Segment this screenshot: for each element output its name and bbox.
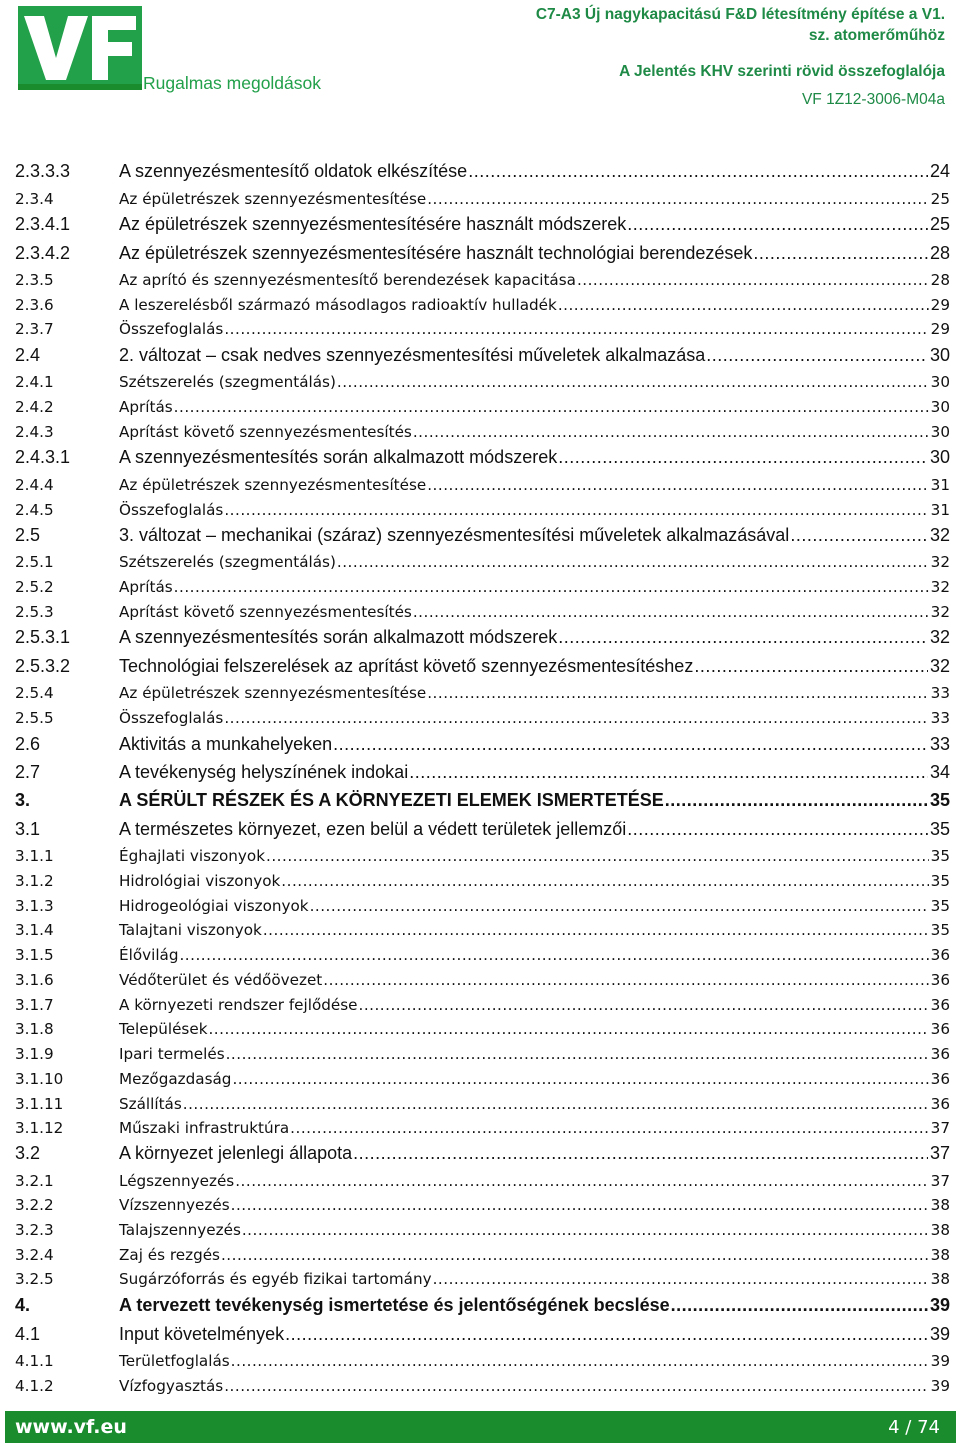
toc-entry-title: Aprítást követő szennyezésmentesítés bbox=[119, 603, 412, 621]
toc-entry[interactable] bbox=[15, 1143, 950, 1164]
toc-entry-number: 3.1.6 bbox=[15, 971, 54, 989]
toc-entry-title: Zaj és rezgés bbox=[119, 1246, 220, 1264]
toc-entry-title: Ipari termelés bbox=[119, 1045, 225, 1063]
toc-entry-page: 34 bbox=[929, 762, 950, 782]
toc-entry-number: 3.2.5 bbox=[15, 1270, 54, 1288]
toc-dot-leader bbox=[224, 1377, 928, 1395]
toc-entry[interactable] bbox=[15, 1070, 950, 1088]
toc-entry[interactable] bbox=[15, 790, 950, 811]
toc-dot-leader bbox=[266, 847, 929, 865]
toc-entry[interactable] bbox=[15, 161, 950, 182]
toc-entry-number: 2.5 bbox=[15, 525, 41, 545]
toc-entry[interactable] bbox=[15, 971, 950, 989]
toc-dot-leader bbox=[224, 320, 928, 338]
toc-dot-leader bbox=[179, 946, 928, 964]
toc-dot-leader bbox=[627, 214, 928, 235]
toc-entry[interactable] bbox=[15, 345, 950, 366]
toc-entry-title: Talajtani viszonyok bbox=[119, 921, 262, 939]
toc-entry-title: Települések bbox=[119, 1020, 208, 1038]
toc-entry-page: 30 bbox=[929, 447, 950, 467]
toc-entry-title: A szennyezésmentesítő oldatok elkészítése bbox=[119, 161, 468, 181]
toc-entry-title: Aprítás bbox=[119, 398, 173, 416]
toc-entry-page: 38 bbox=[930, 1221, 950, 1239]
toc-entry-title: Technológiai felszerelések az aprítást követő szennyezésmentesítéshez bbox=[119, 656, 694, 676]
toc-entry-page: 37 bbox=[930, 1119, 950, 1137]
toc-entry-number: 3.1.7 bbox=[15, 996, 54, 1014]
toc-entry-title: 3. változat – mechanikai (száraz) szennyezésmentesítési műveletek alkalmazásával bbox=[119, 525, 790, 545]
toc-dot-leader bbox=[232, 1070, 928, 1088]
toc-dot-leader bbox=[290, 1119, 929, 1137]
toc-entry-title: Aprítást követő szennyezésmentesítés bbox=[119, 423, 412, 441]
toc-dot-leader bbox=[224, 501, 928, 519]
toc-entry-page: 36 bbox=[930, 1070, 950, 1088]
toc-dot-leader bbox=[231, 1196, 929, 1214]
toc-entry-title: A SÉRÜLT RÉSZEK ÉS A KÖRNYEZETI ELEMEK ISMERTETÉSE bbox=[119, 790, 664, 810]
toc-entry-page: 28 bbox=[930, 271, 950, 289]
toc-entry-page: 29 bbox=[930, 296, 950, 314]
toc-entry-page: 32 bbox=[930, 553, 950, 571]
toc-entry[interactable] bbox=[15, 734, 950, 755]
toc-entry[interactable] bbox=[15, 214, 950, 235]
toc-entry-number: 3.2.2 bbox=[15, 1196, 54, 1214]
toc-entry-page: 25 bbox=[929, 214, 950, 234]
toc-dot-leader bbox=[333, 734, 928, 755]
toc-entry-number: 4.1.1 bbox=[15, 1352, 54, 1370]
toc-entry-number: 2.5.2 bbox=[15, 578, 54, 596]
toc-entry-title: Az épületrészek szennyezésmentesítése bbox=[119, 190, 427, 208]
toc-entry-number: 2.5.3 bbox=[15, 603, 54, 621]
toc-entry-page: 25 bbox=[930, 190, 950, 208]
toc-entry[interactable] bbox=[15, 946, 950, 964]
vf-logo bbox=[18, 6, 142, 90]
toc-entry-page: 38 bbox=[930, 1196, 950, 1214]
toc-entry-title: A tevékenység helyszínének indokai bbox=[119, 762, 409, 782]
toc-entry-number: 3.1.2 bbox=[15, 872, 54, 890]
toc-dot-leader bbox=[427, 476, 928, 494]
toc-entry-page: 35 bbox=[929, 790, 950, 810]
toc-entry[interactable] bbox=[15, 603, 950, 621]
footer-website-link[interactable]: www.vf.eu bbox=[15, 1416, 127, 1438]
toc-entry-number: 2.4 bbox=[15, 345, 41, 365]
toc-entry[interactable] bbox=[15, 1221, 950, 1239]
toc-entry-page: 37 bbox=[930, 1172, 950, 1190]
toc-dot-leader bbox=[226, 1045, 929, 1063]
toc-dot-leader bbox=[753, 243, 928, 264]
toc-entry-title: Az épületrészek szennyezésmentesítésére használt technológiai berendezések bbox=[119, 243, 753, 263]
toc-entry[interactable] bbox=[15, 1172, 950, 1190]
toc-entry-number: 2.5.5 bbox=[15, 709, 54, 727]
toc-entry-page: 36 bbox=[930, 1095, 950, 1113]
toc-entry-title: Az épületrészek szennyezésmentesítése bbox=[119, 684, 427, 702]
toc-entry-number: 2.5.3.2 bbox=[15, 656, 71, 676]
toc-entry-title: A szennyezésmentesítés során alkalmazott módszerek bbox=[119, 627, 558, 647]
toc-entry[interactable] bbox=[15, 1270, 950, 1288]
toc-entry-page: 39 bbox=[929, 1324, 950, 1344]
toc-entry[interactable] bbox=[15, 709, 950, 727]
toc-entry[interactable] bbox=[15, 243, 950, 264]
toc-entry[interactable] bbox=[15, 847, 950, 865]
toc-dot-leader bbox=[235, 1172, 928, 1190]
toc-entry-title: Összefoglalás bbox=[119, 709, 224, 727]
toc-entry-title: Mezőgazdaság bbox=[119, 1070, 232, 1088]
toc-dot-leader bbox=[174, 578, 929, 596]
toc-dot-leader bbox=[224, 709, 928, 727]
page-header bbox=[0, 0, 960, 140]
toc-entry-number: 3.2.4 bbox=[15, 1246, 54, 1264]
company-tagline: Rugalmas megoldások bbox=[143, 73, 322, 93]
toc-entry-number: 3.1.12 bbox=[15, 1119, 64, 1137]
toc-entry[interactable] bbox=[15, 447, 950, 468]
toc-entry[interactable] bbox=[15, 1352, 950, 1370]
toc-entry-page: 36 bbox=[930, 996, 950, 1014]
toc-entry-page: 38 bbox=[930, 1246, 950, 1264]
toc-entry-page: 37 bbox=[929, 1143, 950, 1163]
toc-entry-number: 2.3.5 bbox=[15, 271, 54, 289]
document-code: VF 1Z12-3006-M04a bbox=[801, 91, 945, 108]
toc-entry-page: 36 bbox=[930, 971, 950, 989]
toc-entry-number: 2.4.1 bbox=[15, 373, 54, 391]
toc-entry-title: Az aprító és szennyezésmentesítő berendezések kapacitása bbox=[119, 271, 576, 289]
toc-entry-number: 3.1.10 bbox=[15, 1070, 64, 1088]
toc-entry-title: A természetes környezet, ezen belül a védett területek jellemzői bbox=[119, 819, 627, 839]
toc-entry-title: A szennyezésmentesítés során alkalmazott módszerek bbox=[119, 447, 558, 467]
toc-entry[interactable] bbox=[15, 423, 950, 441]
toc-entry-title: Éghajlati viszonyok bbox=[119, 847, 266, 865]
toc-entry[interactable] bbox=[15, 872, 950, 890]
toc-entry-title: Hidrológiai viszonyok bbox=[119, 872, 281, 890]
toc-entry-title: Összefoglalás bbox=[119, 320, 224, 338]
toc-dot-leader bbox=[359, 996, 929, 1014]
toc-entry-title: A környezet jelenlegi állapota bbox=[119, 1143, 353, 1163]
toc-entry[interactable] bbox=[15, 762, 950, 783]
toc-entry[interactable] bbox=[15, 921, 950, 939]
toc-entry[interactable] bbox=[15, 320, 950, 338]
toc-entry-title: A környezeti rendszer fejlődése bbox=[119, 996, 358, 1014]
toc-entry-page: 30 bbox=[930, 398, 950, 416]
toc-entry-title: 2. változat – csak nedves szennyezésmentesítési műveletek alkalmazása bbox=[119, 345, 706, 365]
toc-entry-page: 32 bbox=[929, 627, 950, 647]
toc-entry-title: Talajszennyezés bbox=[119, 1221, 241, 1239]
toc-entry-page: 30 bbox=[929, 345, 950, 365]
toc-entry-title: Légszennyezés bbox=[119, 1172, 235, 1190]
toc-entry-number: 2.3.3.3 bbox=[15, 161, 71, 181]
toc-entry-number: 4. bbox=[15, 1295, 31, 1315]
toc-entry-number: 3.2.3 bbox=[15, 1221, 54, 1239]
toc-dot-leader bbox=[790, 525, 928, 546]
toc-entry-number: 3.2.1 bbox=[15, 1172, 54, 1190]
toc-dot-leader bbox=[409, 762, 928, 783]
toc-dot-leader bbox=[281, 872, 928, 890]
toc-entry[interactable] bbox=[15, 553, 950, 571]
toc-dot-leader bbox=[627, 819, 928, 840]
toc-entry-number: 2.5.3.1 bbox=[15, 627, 71, 647]
toc-dot-leader bbox=[285, 1324, 928, 1345]
toc-entry-title: Input követelmények bbox=[119, 1324, 285, 1344]
toc-entry-title: Vízfogyasztás bbox=[119, 1377, 224, 1395]
toc-entry-number: 3.1.3 bbox=[15, 897, 54, 915]
toc-entry[interactable] bbox=[15, 819, 950, 840]
toc-entry-title: A leszerelésből származó másodlagos radioaktív hulladék bbox=[119, 296, 557, 314]
toc-entry[interactable] bbox=[15, 656, 950, 677]
toc-dot-leader bbox=[577, 271, 929, 289]
toc-entry-number: 4.1.2 bbox=[15, 1377, 54, 1395]
document-title-line2: sz. atomerőműhöz bbox=[808, 27, 945, 44]
toc-entry-page: 36 bbox=[930, 1020, 950, 1038]
toc-entry-title: Összefoglalás bbox=[119, 501, 224, 519]
toc-entry-title: Az épületrészek szennyezésmentesítése bbox=[119, 476, 427, 494]
toc-entry-page: 39 bbox=[930, 1377, 950, 1395]
toc-entry-number: 2.7 bbox=[15, 762, 41, 782]
toc-dot-leader bbox=[323, 971, 928, 989]
toc-entry-page: 36 bbox=[930, 946, 950, 964]
toc-entry-page: 39 bbox=[930, 1352, 950, 1370]
toc-entry-page: 30 bbox=[930, 423, 950, 441]
toc-entry-number: 2.5.4 bbox=[15, 684, 54, 702]
toc-entry-page: 33 bbox=[929, 734, 950, 754]
toc-dot-leader bbox=[558, 627, 928, 648]
toc-entry-title: A tervezett tevékenység ismertetése és jelentőségének becslése bbox=[119, 1295, 670, 1315]
toc-entry-number: 2.3.7 bbox=[15, 320, 54, 338]
toc-dot-leader bbox=[694, 656, 928, 677]
toc-entry-number: 2.4.4 bbox=[15, 476, 54, 494]
toc-entry[interactable] bbox=[15, 525, 950, 546]
toc-dot-leader bbox=[665, 790, 928, 811]
toc-dot-leader bbox=[231, 1352, 929, 1370]
toc-dot-leader bbox=[208, 1020, 928, 1038]
toc-dot-leader bbox=[427, 684, 928, 702]
toc-entry[interactable] bbox=[15, 296, 950, 314]
toc-entry-number: 2.4.3.1 bbox=[15, 447, 71, 467]
toc-dot-leader bbox=[706, 345, 928, 366]
toc-entry[interactable] bbox=[15, 476, 950, 494]
toc-entry[interactable] bbox=[15, 1045, 950, 1063]
toc-entry[interactable] bbox=[15, 501, 950, 519]
toc-entry-number: 3.1.8 bbox=[15, 1020, 54, 1038]
toc-entry-page: 35 bbox=[930, 897, 950, 915]
toc-entry[interactable] bbox=[15, 996, 950, 1014]
toc-entry-title: Sugárzóforrás és egyéb fizikai tartomány bbox=[119, 1270, 432, 1288]
toc-dot-leader bbox=[183, 1095, 929, 1113]
toc-dot-leader bbox=[242, 1221, 929, 1239]
toc-entry-number: 2.5.1 bbox=[15, 553, 54, 571]
toc-entry-number: 2.3.6 bbox=[15, 296, 54, 314]
toc-entry[interactable] bbox=[15, 271, 950, 289]
toc-dot-leader bbox=[174, 398, 929, 416]
toc-entry-number: 2.4.5 bbox=[15, 501, 54, 519]
toc-entry-title: Aktivitás a munkahelyeken bbox=[119, 734, 333, 754]
toc-entry-title: Szállítás bbox=[119, 1095, 182, 1113]
document-title-line1: C7-A3 Új nagykapacitású F&D létesítmény építése a V1. bbox=[535, 6, 945, 23]
header-document-info bbox=[536, 4, 945, 110]
toc-entry-page: 30 bbox=[930, 373, 950, 391]
toc-entry-page: 32 bbox=[930, 603, 950, 621]
toc-dot-leader bbox=[558, 296, 929, 314]
toc-entry-page: 36 bbox=[930, 1045, 950, 1063]
toc-dot-leader bbox=[310, 897, 929, 915]
toc-entry-page: 35 bbox=[930, 872, 950, 890]
toc-entry-page: 31 bbox=[930, 476, 950, 494]
footer-page-number: 4 / 74 bbox=[888, 1417, 940, 1438]
toc-dot-leader bbox=[413, 603, 929, 621]
toc-entry-number: 2.3.4.2 bbox=[15, 243, 71, 263]
toc-entry-title: Az épületrészek szennyezésmentesítésére használt módszerek bbox=[119, 214, 627, 234]
toc-entry-number: 3. bbox=[15, 790, 31, 810]
toc-entry[interactable] bbox=[15, 684, 950, 702]
toc-entry-page: 35 bbox=[929, 819, 950, 839]
toc-dot-leader bbox=[337, 553, 929, 571]
toc-entry-number: 3.1.9 bbox=[15, 1045, 54, 1063]
toc-entry-page: 31 bbox=[930, 501, 950, 519]
toc-dot-leader bbox=[468, 161, 928, 182]
page-footer bbox=[5, 1411, 956, 1443]
toc-entry-number: 3.1 bbox=[15, 819, 41, 839]
document-subtitle: A Jelentés KHV szerinti rövid összefoglalója bbox=[619, 63, 945, 80]
toc-entry-page: 33 bbox=[930, 709, 950, 727]
toc-entry[interactable] bbox=[15, 1095, 950, 1113]
toc-dot-leader bbox=[433, 1270, 929, 1288]
toc-entry-number: 4.1 bbox=[15, 1324, 41, 1344]
toc-entry-page: 29 bbox=[930, 320, 950, 338]
toc-entry-number: 3.1.1 bbox=[15, 847, 54, 865]
toc-entry[interactable] bbox=[15, 1246, 950, 1264]
toc-dot-leader bbox=[337, 373, 929, 391]
toc-entry[interactable] bbox=[15, 398, 950, 416]
toc-entry-title: Területfoglalás bbox=[119, 1352, 230, 1370]
toc-entry-page: 39 bbox=[929, 1295, 950, 1315]
toc-entry-page: 24 bbox=[929, 161, 950, 181]
toc-entry[interactable] bbox=[15, 1295, 950, 1316]
toc-entry-number: 3.2 bbox=[15, 1143, 41, 1163]
toc-entry-title: Élővilág bbox=[119, 946, 179, 964]
toc-dot-leader bbox=[221, 1246, 929, 1264]
toc-dot-leader bbox=[413, 423, 929, 441]
toc-entry-page: 38 bbox=[930, 1270, 950, 1288]
toc-dot-leader bbox=[671, 1295, 928, 1316]
toc-entry[interactable] bbox=[15, 373, 950, 391]
toc-entry-title: Szétszerelés (szegmentálás) bbox=[119, 373, 336, 391]
toc-entry-page: 35 bbox=[930, 847, 950, 865]
toc-dot-leader bbox=[263, 921, 929, 939]
toc-entry-number: 3.1.11 bbox=[15, 1095, 64, 1113]
toc-entry[interactable] bbox=[15, 1020, 950, 1038]
toc-dot-leader bbox=[558, 447, 928, 468]
toc-entry[interactable] bbox=[15, 897, 950, 915]
toc-entry-page: 32 bbox=[929, 656, 950, 676]
toc-entry-page: 33 bbox=[930, 684, 950, 702]
toc-entry-number: 2.3.4.1 bbox=[15, 214, 71, 234]
toc-entry[interactable] bbox=[15, 1377, 950, 1395]
toc-entry-title: Vízszennyezés bbox=[119, 1196, 230, 1214]
toc-entry-title: Szétszerelés (szegmentálás) bbox=[119, 553, 336, 571]
toc-entry-number: 2.6 bbox=[15, 734, 41, 754]
toc-entry[interactable] bbox=[15, 627, 950, 648]
toc-entry-page: 32 bbox=[929, 525, 950, 545]
toc-entry[interactable] bbox=[15, 190, 950, 208]
toc-dot-leader bbox=[427, 190, 928, 208]
toc-entry-title: Hidrogeológiai viszonyok bbox=[119, 897, 309, 915]
toc-entry-title: Műszaki infrastruktúra bbox=[119, 1119, 290, 1137]
toc-entry[interactable] bbox=[15, 1196, 950, 1214]
toc-entry-number: 2.3.4 bbox=[15, 190, 54, 208]
toc-entry-title: Védőterület és védőövezet bbox=[119, 971, 323, 989]
toc-entry[interactable] bbox=[15, 1119, 950, 1137]
toc-entry-number: 2.4.3 bbox=[15, 423, 54, 441]
toc-entry-number: 2.4.2 bbox=[15, 398, 54, 416]
toc-entry-page: 35 bbox=[930, 921, 950, 939]
toc-entry-number: 3.1.4 bbox=[15, 921, 54, 939]
toc-entry-number: 3.1.5 bbox=[15, 946, 54, 964]
toc-entry-title: Aprítás bbox=[119, 578, 173, 596]
toc-dot-leader bbox=[353, 1143, 928, 1164]
toc-entry-page: 28 bbox=[929, 243, 950, 263]
toc-entry[interactable] bbox=[15, 578, 950, 596]
toc-entry-page: 32 bbox=[930, 578, 950, 596]
toc-entry[interactable] bbox=[15, 1324, 950, 1345]
